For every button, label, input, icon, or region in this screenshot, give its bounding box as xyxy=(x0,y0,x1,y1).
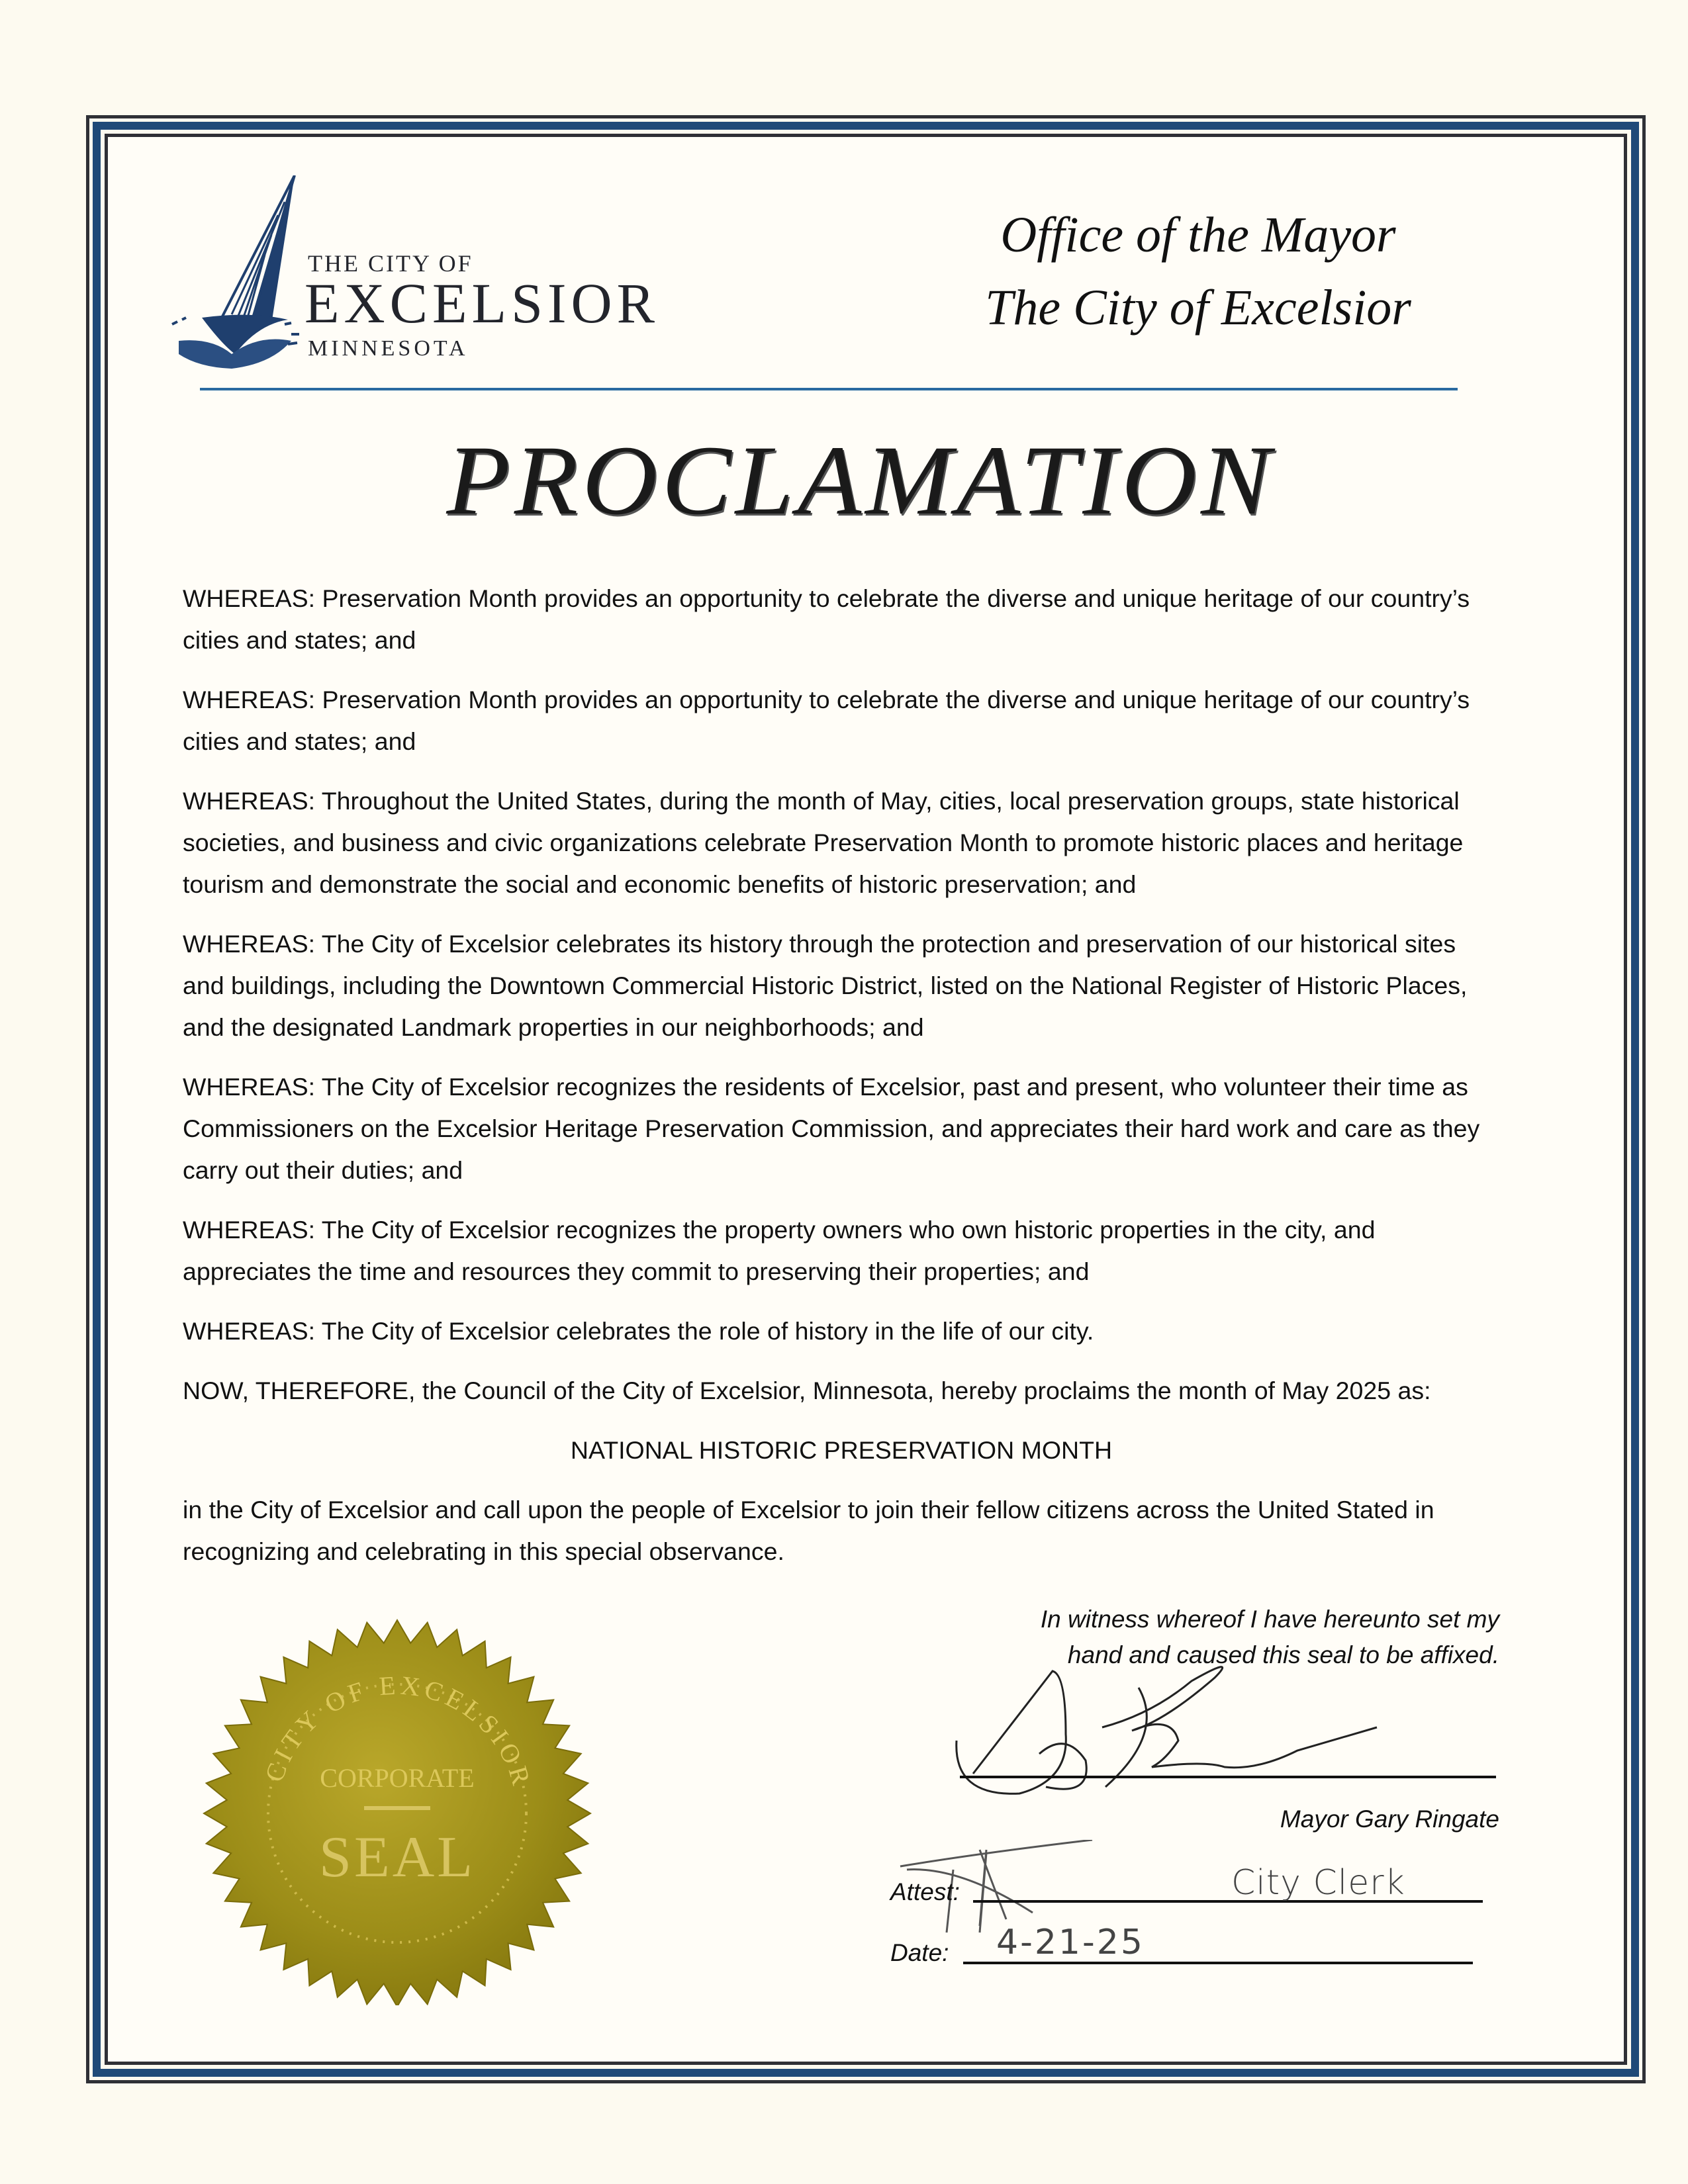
logo-text-minnesota: MINNESOTA xyxy=(308,336,469,361)
city-logo xyxy=(159,175,675,374)
logo-text-the-city-of: THE CITY OF xyxy=(308,250,473,277)
mayor-signature xyxy=(953,1655,1496,1800)
seal-corporate-text: CORPORATE xyxy=(320,1763,475,1793)
whereas-paragraph: WHEREAS: Throughout the United States, during the month of May, cities, local preservation groups, state historical societies, and business and civic organizations celebrate Preservation Month to promote historic places and heritage tourism and demonstrate the social and economic benefits of historic preservation; and xyxy=(183,787,1464,898)
sailboat-icon xyxy=(159,175,305,374)
whereas-paragraph: WHEREAS: The City of Excelsior celebrates the role of history in the life of our city. xyxy=(183,1317,1094,1345)
mayor-name: Mayor Gary Ringate xyxy=(1280,1805,1499,1833)
whereas-paragraph: WHEREAS: The City of Excelsior recognizes the property owners who own historic properties in the city, and appreciates the time and resources they commit to preserving their properties; and xyxy=(183,1216,1376,1285)
seal-main-text: SEAL xyxy=(319,1825,475,1889)
office-line-1: Office of the Mayor xyxy=(1000,207,1396,263)
whereas-paragraph: WHEREAS: The City of Excelsior recognizes the residents of Excelsior, past and present, who volunteer their time as Commissioners on the Excelsior Heritage Preservation Commission, and appreciates their hard work and care as they carry out their duties; and xyxy=(183,1073,1480,1184)
whereas-paragraph: WHEREAS: Preservation Month provides an opportunity to celebrate the diverse and unique heritage of our country’s cities and states; and xyxy=(183,584,1470,654)
seal-outer-text: CITY OF EXCELSIOR xyxy=(259,1670,538,1792)
office-heading xyxy=(900,199,1496,344)
header-divider xyxy=(200,388,1458,390)
date-handwritten: 4-21-25 xyxy=(996,1923,1145,1962)
proclaimed-observance: NATIONAL HISTORIC PRESERVATION MONTH xyxy=(570,1436,1113,1464)
logo-text-excelsior: EXCELSIOR xyxy=(305,271,659,335)
proclamation-body xyxy=(183,578,1500,1590)
mayor-signature-line xyxy=(960,1776,1496,1778)
closing-paragraph: in the City of Excelsior and call upon the people of Excelsior to join their fellow citizens across the United Stated in recognizing and celebrating in this special observance. xyxy=(183,1496,1434,1565)
office-line-2: The City of Excelsior xyxy=(985,280,1411,336)
page-title: PROCLAMATION xyxy=(446,426,1275,535)
whereas-paragraph: WHEREAS: The City of Excelsior celebrates its history through the protection and preservation of our historical sites and buildings, including the Downtown Commercial Historic District, listed on the National Register of Historic Places, and the designated Landmark properties in our neighborhoods; and xyxy=(183,930,1468,1041)
attest-line xyxy=(973,1900,1483,1903)
corporate-seal xyxy=(199,1615,596,2005)
date-label: Date: xyxy=(890,1939,949,1966)
attest-label: Attest: xyxy=(890,1878,960,1905)
witness-statement: In witness whereof I have hereunto set my hand and caused this seal to be affixed. xyxy=(1040,1606,1499,1668)
attest-title-handwritten: City Clerk xyxy=(1231,1863,1405,1903)
therefore-paragraph: NOW, THEREFORE, the Council of the City of Excelsior, Minnesota, hereby proclaims the month of May 2025 as: xyxy=(183,1377,1431,1404)
whereas-paragraph: WHEREAS: Preservation Month provides an opportunity to celebrate the diverse and unique heritage of our country’s cities and states; and xyxy=(183,686,1470,755)
